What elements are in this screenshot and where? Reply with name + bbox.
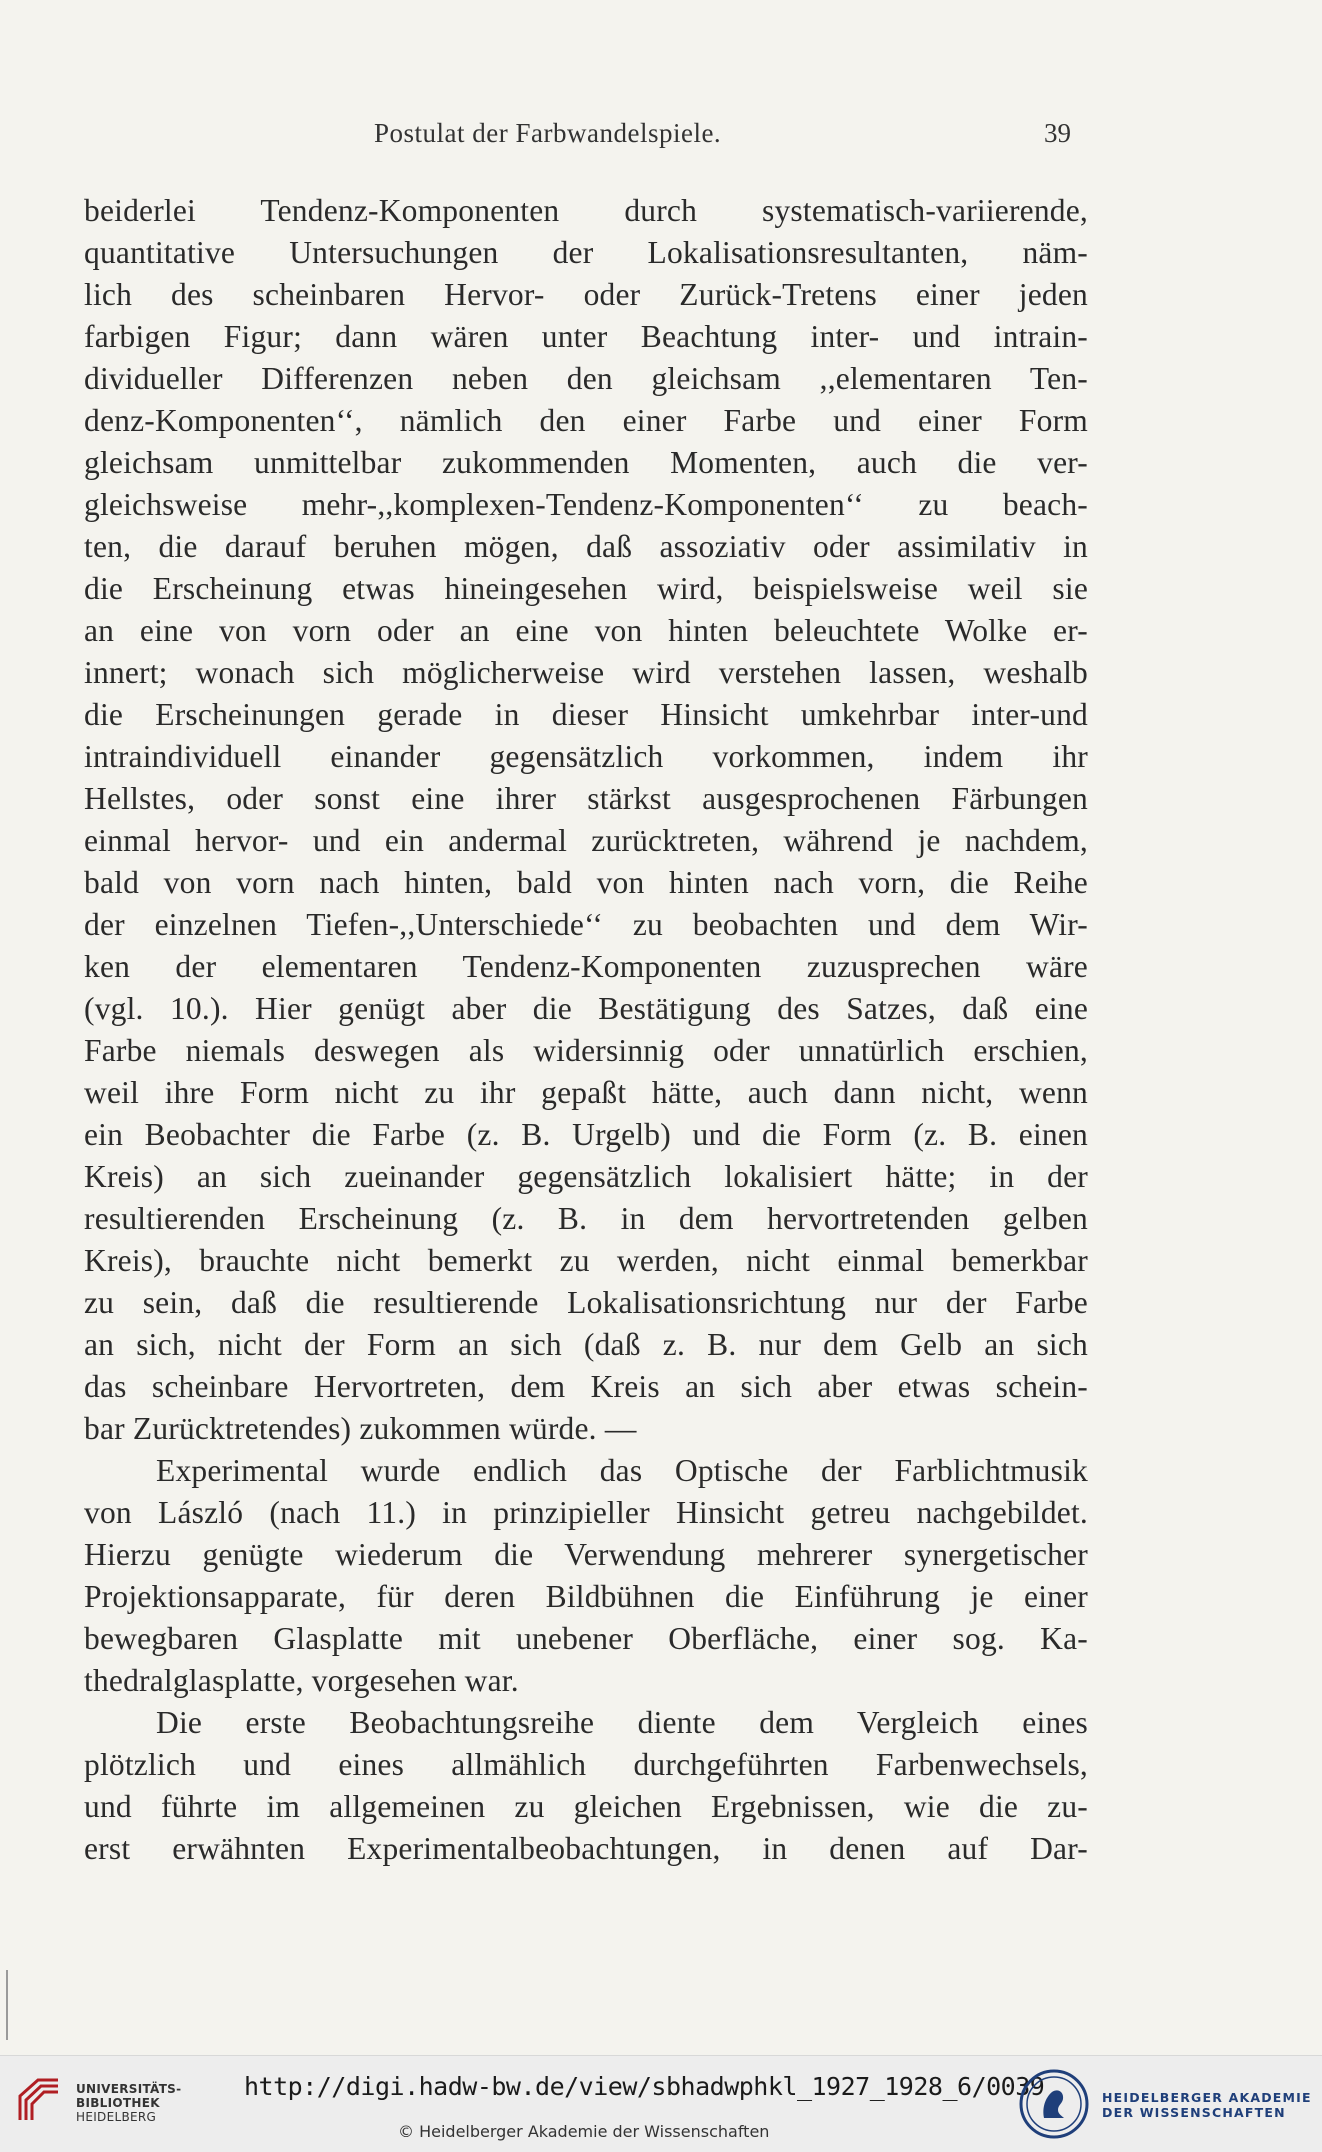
text-line: bewegbaren Glasplatte mit unebener Oberfläche, einer sog. Ka- <box>84 1621 1088 1656</box>
text-line: gleichsweise mehr-,,komplexen-Tendenz-Komponenten‘‘ zu beach- <box>84 487 1088 522</box>
text-line: beiderlei Tendenz-Komponenten durch systematisch-variierende, <box>84 193 1088 228</box>
text-line: bald von vorn nach hinten, bald von hinten nach vorn, die Reihe <box>84 865 1088 900</box>
text-line: zu sein, daß die resultierende Lokalisationsrichtung nur der Farbe <box>84 1285 1088 1320</box>
text-line: Projektionsapparate, für deren Bildbühnen die Einführung je einer <box>84 1579 1088 1614</box>
text-line: Hierzu genügte wiederum die Verwendung mehrerer synergetischer <box>84 1537 1088 1572</box>
text-line: einmal hervor- und ein andermal zurücktreten, während je nachdem, <box>84 823 1088 858</box>
text-line: der einzelnen Tiefen-,,Unterschiede‘‘ zu beobachten und dem Wir- <box>84 907 1088 942</box>
text-line: an eine von vorn oder an eine von hinten beleuchtete Wolke er- <box>84 613 1088 648</box>
text-line: die Erscheinungen gerade in dieser Hinsicht umkehrbar inter-und <box>84 697 1088 732</box>
text-line: Hellstes, oder sonst eine ihrer stärkst ausgesprochenen Färbungen <box>84 781 1088 816</box>
text-line: (vgl. 10.). Hier genügt aber die Bestätigung des Satzes, daß eine <box>84 991 1088 1026</box>
running-head <box>0 118 1322 158</box>
library-name-line1: UNIVERSITÄTS- <box>76 2082 182 2096</box>
academy-name <box>1102 2090 1312 2120</box>
university-library-name <box>76 2082 181 2124</box>
scan-edge-mark <box>6 1970 8 2040</box>
text-line: Kreis), brauchte nicht bemerkt zu werden, nicht einmal bemerkbar <box>84 1243 1088 1278</box>
text-line: Die erste Beobachtungsreihe diente dem Vergleich eines <box>156 1705 1088 1740</box>
text-line: innert; wonach sich möglicherweise wird verstehen lassen, weshalb <box>84 655 1088 690</box>
academy-name-line2: DER WISSENSCHAFTEN <box>1102 2105 1286 2120</box>
text-line: weil ihre Form nicht zu ihr gepaßt hätte, auch dann nicht, wenn <box>84 1075 1088 1110</box>
text-line: von László (nach 11.) in prinzipieller Hinsicht getreu nachgebildet. <box>84 1495 1088 1530</box>
body-text <box>84 190 1088 1870</box>
academy-seal-icon <box>1018 2068 1090 2140</box>
text-line: dividueller Differenzen neben den gleichsam ,,elementaren Ten- <box>84 361 1088 396</box>
library-city: HEIDELBERG <box>76 2110 157 2124</box>
page-number: 39 <box>1044 118 1071 148</box>
text-line: bar Zurücktretendes) zukommen würde. — <box>84 1411 637 1446</box>
text-line: intraindividuell einander gegensätzlich vorkommen, indem ihr <box>84 739 1088 774</box>
university-library-logo-icon <box>14 2074 66 2126</box>
library-name-line2: BIBLIOTHEK <box>76 2096 160 2110</box>
running-title: Postulat der Farbwandelspiele. <box>374 118 722 148</box>
text-line: resultierenden Erscheinung (z. B. in dem hervortretenden gelben <box>84 1201 1088 1236</box>
text-line: plötzlich und eines allmählich durchgeführten Farbenwechsels, <box>84 1747 1088 1782</box>
text-line: das scheinbare Hervortreten, dem Kreis an sich aber etwas schein- <box>84 1369 1088 1404</box>
text-line: ein Beobachter die Farbe (z. B. Urgelb) und die Form (z. B. einen <box>84 1117 1088 1152</box>
footer-bar <box>0 2055 1322 2152</box>
text-line: an sich, nicht der Form an sich (daß z. B. nur dem Gelb an sich <box>84 1327 1088 1362</box>
text-line: und führte im allgemeinen zu gleichen Ergebnissen, wie die zu- <box>84 1789 1088 1824</box>
text-line: gleichsam unmittelbar zukommenden Momenten, auch die ver- <box>84 445 1088 480</box>
copyright-notice: © Heidelberger Akademie der Wissenschaften <box>398 2122 770 2141</box>
text-line: ken der elementaren Tendenz-Komponenten zuzusprechen wäre <box>84 949 1088 984</box>
text-line: erst erwähnten Experimentalbeobachtungen, in denen auf Dar- <box>84 1831 1088 1866</box>
text-line: thedralglasplatte, vorgesehen war. <box>84 1663 519 1698</box>
text-line: ten, die darauf beruhen mögen, daß assoziativ oder assimilativ in <box>84 529 1088 564</box>
text-line: farbigen Figur; dann wären unter Beachtung inter- und intrain- <box>84 319 1088 354</box>
text-line: lich des scheinbaren Hervor- oder Zurück-Tretens einer jeden <box>84 277 1088 312</box>
text-line: quantitative Untersuchungen der Lokalisationsresultanten, näm- <box>84 235 1088 270</box>
academy-name-line1: HEIDELBERGER AKADEMIE <box>1102 2090 1312 2105</box>
text-line: Experimental wurde endlich das Optische der Farblichtmusik <box>156 1453 1088 1488</box>
text-line: denz-Komponenten‘‘, nämlich den einer Farbe und einer Form <box>84 403 1088 438</box>
text-line: die Erscheinung etwas hineingesehen wird, beispielsweise weil sie <box>84 571 1088 606</box>
permalink-url[interactable]: http://digi.hadw-bw.de/view/sbhadwphkl_1927_1928_6/0039 <box>244 2072 1045 2101</box>
text-line: Farbe niemals deswegen als widersinnig oder unnatürlich erschien, <box>84 1033 1088 1068</box>
text-line: Kreis) an sich zueinander gegensätzlich lokalisiert hätte; in der <box>84 1159 1088 1194</box>
